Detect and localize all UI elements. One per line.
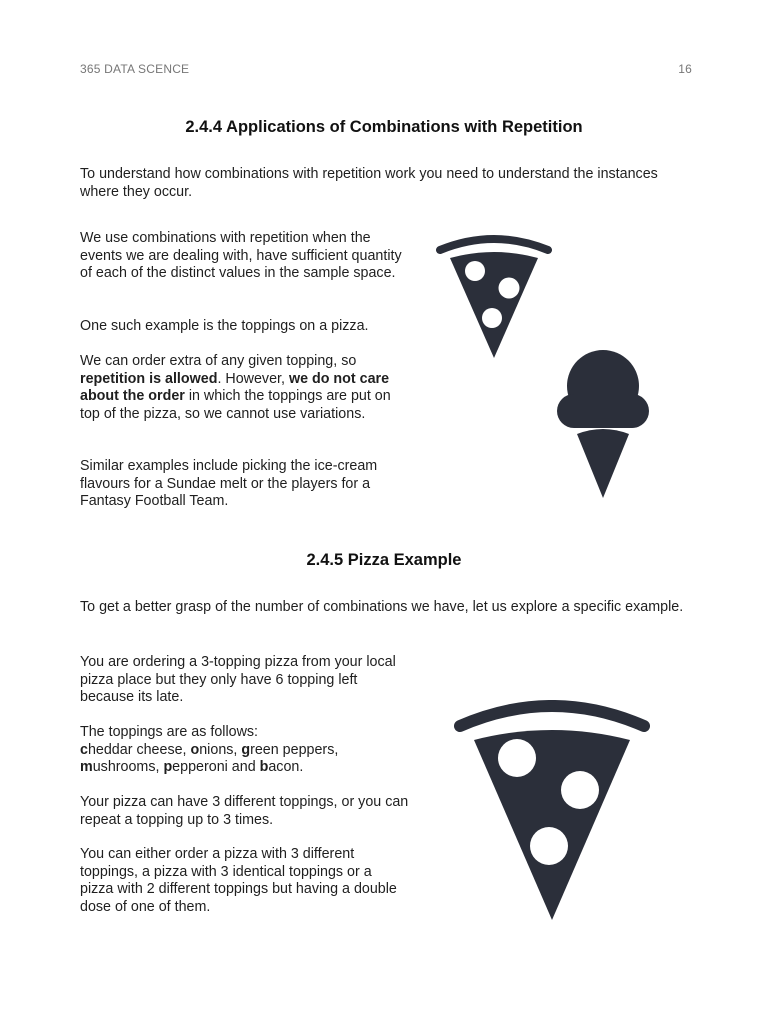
topping-initial: m [80, 759, 93, 775]
section1-intro: To understand how combinations with repetition work you need to understand the instances where they occur. [80, 166, 658, 200]
topping-rest: acon. [268, 759, 304, 775]
section2-paragraph-4: You can either order a pizza with 3 different toppings, a pizza with 3 identical toppings or a pizza with 2 different toppings but having a double dose of one of them. [80, 846, 397, 915]
page-number: 16 [678, 62, 692, 76]
section-heading-applications: 2.4.4 Applications of Combinations with Repetition [185, 118, 583, 136]
topping-initial: c [80, 741, 88, 758]
topping-rest: ushrooms, [92, 759, 164, 775]
section1-paragraph-4: Similar examples include picking the ice-cream flavours for a Sundae melt or the players for a Fantasy Football Team. [80, 458, 378, 509]
toppings-intro: The toppings are as follows: [80, 724, 259, 740]
ice-cream-cone-icon [555, 350, 651, 500]
topping-initial: b [259, 759, 269, 775]
topping-rest: nions, [199, 741, 242, 758]
topping-initial: g [241, 741, 251, 758]
running-header: 365 DATA SCENCE [80, 62, 190, 76]
section2-paragraph-1: You are ordering a 3-topping pizza from your local pizza place but they only have 6 topping left because its late. [80, 654, 396, 705]
section-heading-pizza-example: 2.4.5 Pizza Example [306, 551, 462, 569]
p3-text-a: We can order extra of any given topping, so [80, 353, 357, 369]
pizza-slice-icon [436, 234, 552, 362]
p3-bold-order: we do not care about the order [80, 370, 390, 404]
section2-paragraph-3: Your pizza can have 3 different toppings, or you can repeat a topping up to 3 times. [80, 794, 409, 828]
topping-initial: p [163, 759, 173, 775]
pizza-slice-icon [454, 700, 650, 924]
p3-bold-repetition: repetition is allowed [80, 370, 218, 387]
toppings-paragraph [80, 724, 400, 777]
section2-intro: To get a better grasp of the number of combinations we have, let us explore a specific example. [80, 599, 684, 615]
section1-paragraph-1: We use combinations with repetition when the events we are dealing with, have sufficient quantity of each of the distinct values in the sample space. [80, 230, 402, 281]
topping-rest: heddar cheese, [87, 741, 191, 758]
topping-rest: reen peppers, [250, 741, 339, 758]
section1-paragraph-2: One such example is the toppings on a pizza. [80, 318, 369, 334]
p3-text-c: . However, [217, 370, 289, 387]
topping-initial: o [190, 741, 200, 758]
p3-text-d: in which the toppings are put on top of the pizza, so we cannot use variations. [80, 388, 391, 422]
topping-rest: epperoni and [172, 759, 260, 775]
section1-paragraph-3 [80, 353, 402, 423]
